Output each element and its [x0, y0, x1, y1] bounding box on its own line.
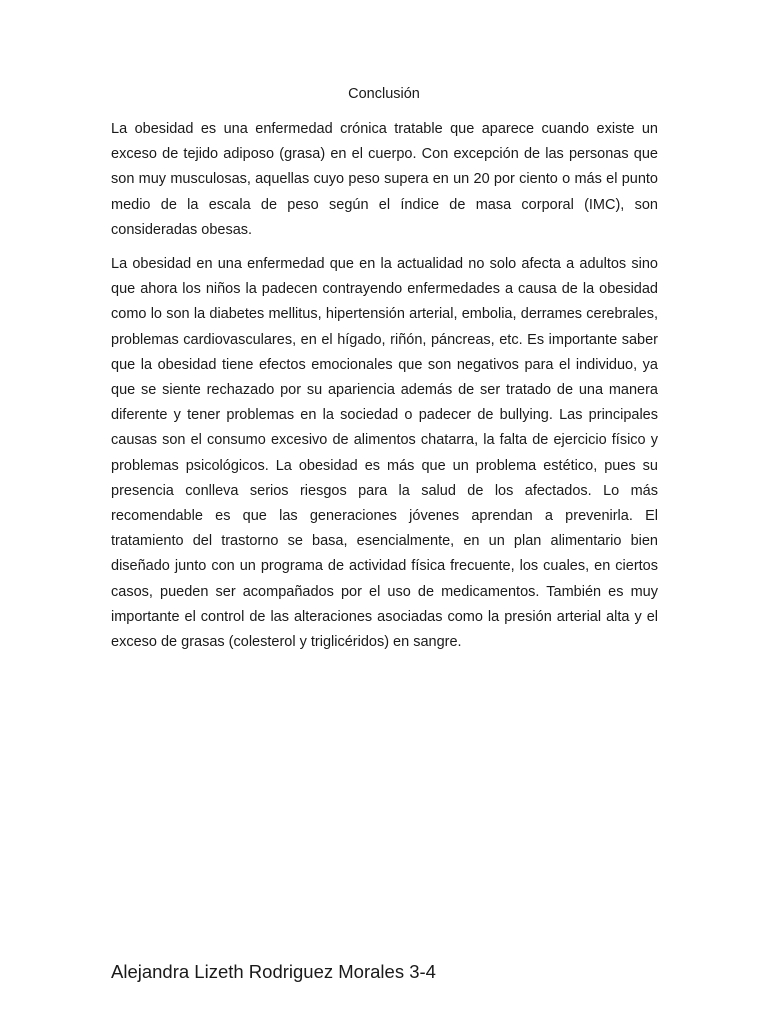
page-title: Conclusión	[348, 86, 420, 102]
document-body	[111, 117, 658, 664]
author-signature: Alejandra Lizeth Rodriguez Morales 3-4	[111, 961, 436, 982]
paragraph-1: La obesidad es una enfermedad crónica tratable que aparece cuando existe un exceso de tejido adiposo (grasa) en el cuerpo. Con excepción de las personas que son muy musculosas, aquellas cuyo peso supera en un 20 por ciento o más el punto medio de la escala de peso según el índice de masa corporal (IMC), son consideradas obesas.	[111, 121, 658, 238]
paragraph-2: La obesidad en una enfermedad que en la actualidad no solo afecta a adultos sino que ahora los niños la padecen contrayendo enfermedades a causa de la obesidad como lo son la diabetes mellitus, hipertensión arterial, embolia, derrames cerebrales, problemas cardiovasculares, en el hígado, riñón, páncreas, etc. Es importante saber que la obesidad tiene efectos emocionales que son negativos para el individuo, ya que se siente rechazado por su apariencia además de ser tratado de una manera diferente y tener problemas en la sociedad o padecer de bullying. Las principales causas son el consumo excesivo de alimentos chatarra, la falta de ejercicio físico y problemas psicológicos. La obesidad es más que un problema estético, pues su presencia conlleva serios riesgos para la salud de los afectados. Lo más recomendable es que las generaciones jóvenes aprendan a prevenirla. El tratamiento del trastorno se basa, esencialmente, en un plan alimentario bien diseñado junto con un programa de actividad física frecuente, los cuales, en ciertos casos, pueden ser acompañados por el uso de medicamentos. También es muy importante el control de las alteraciones asociadas como la presión arterial alta y el exceso de grasas (colesterol y triglicéridos) en sangre.	[111, 256, 658, 651]
